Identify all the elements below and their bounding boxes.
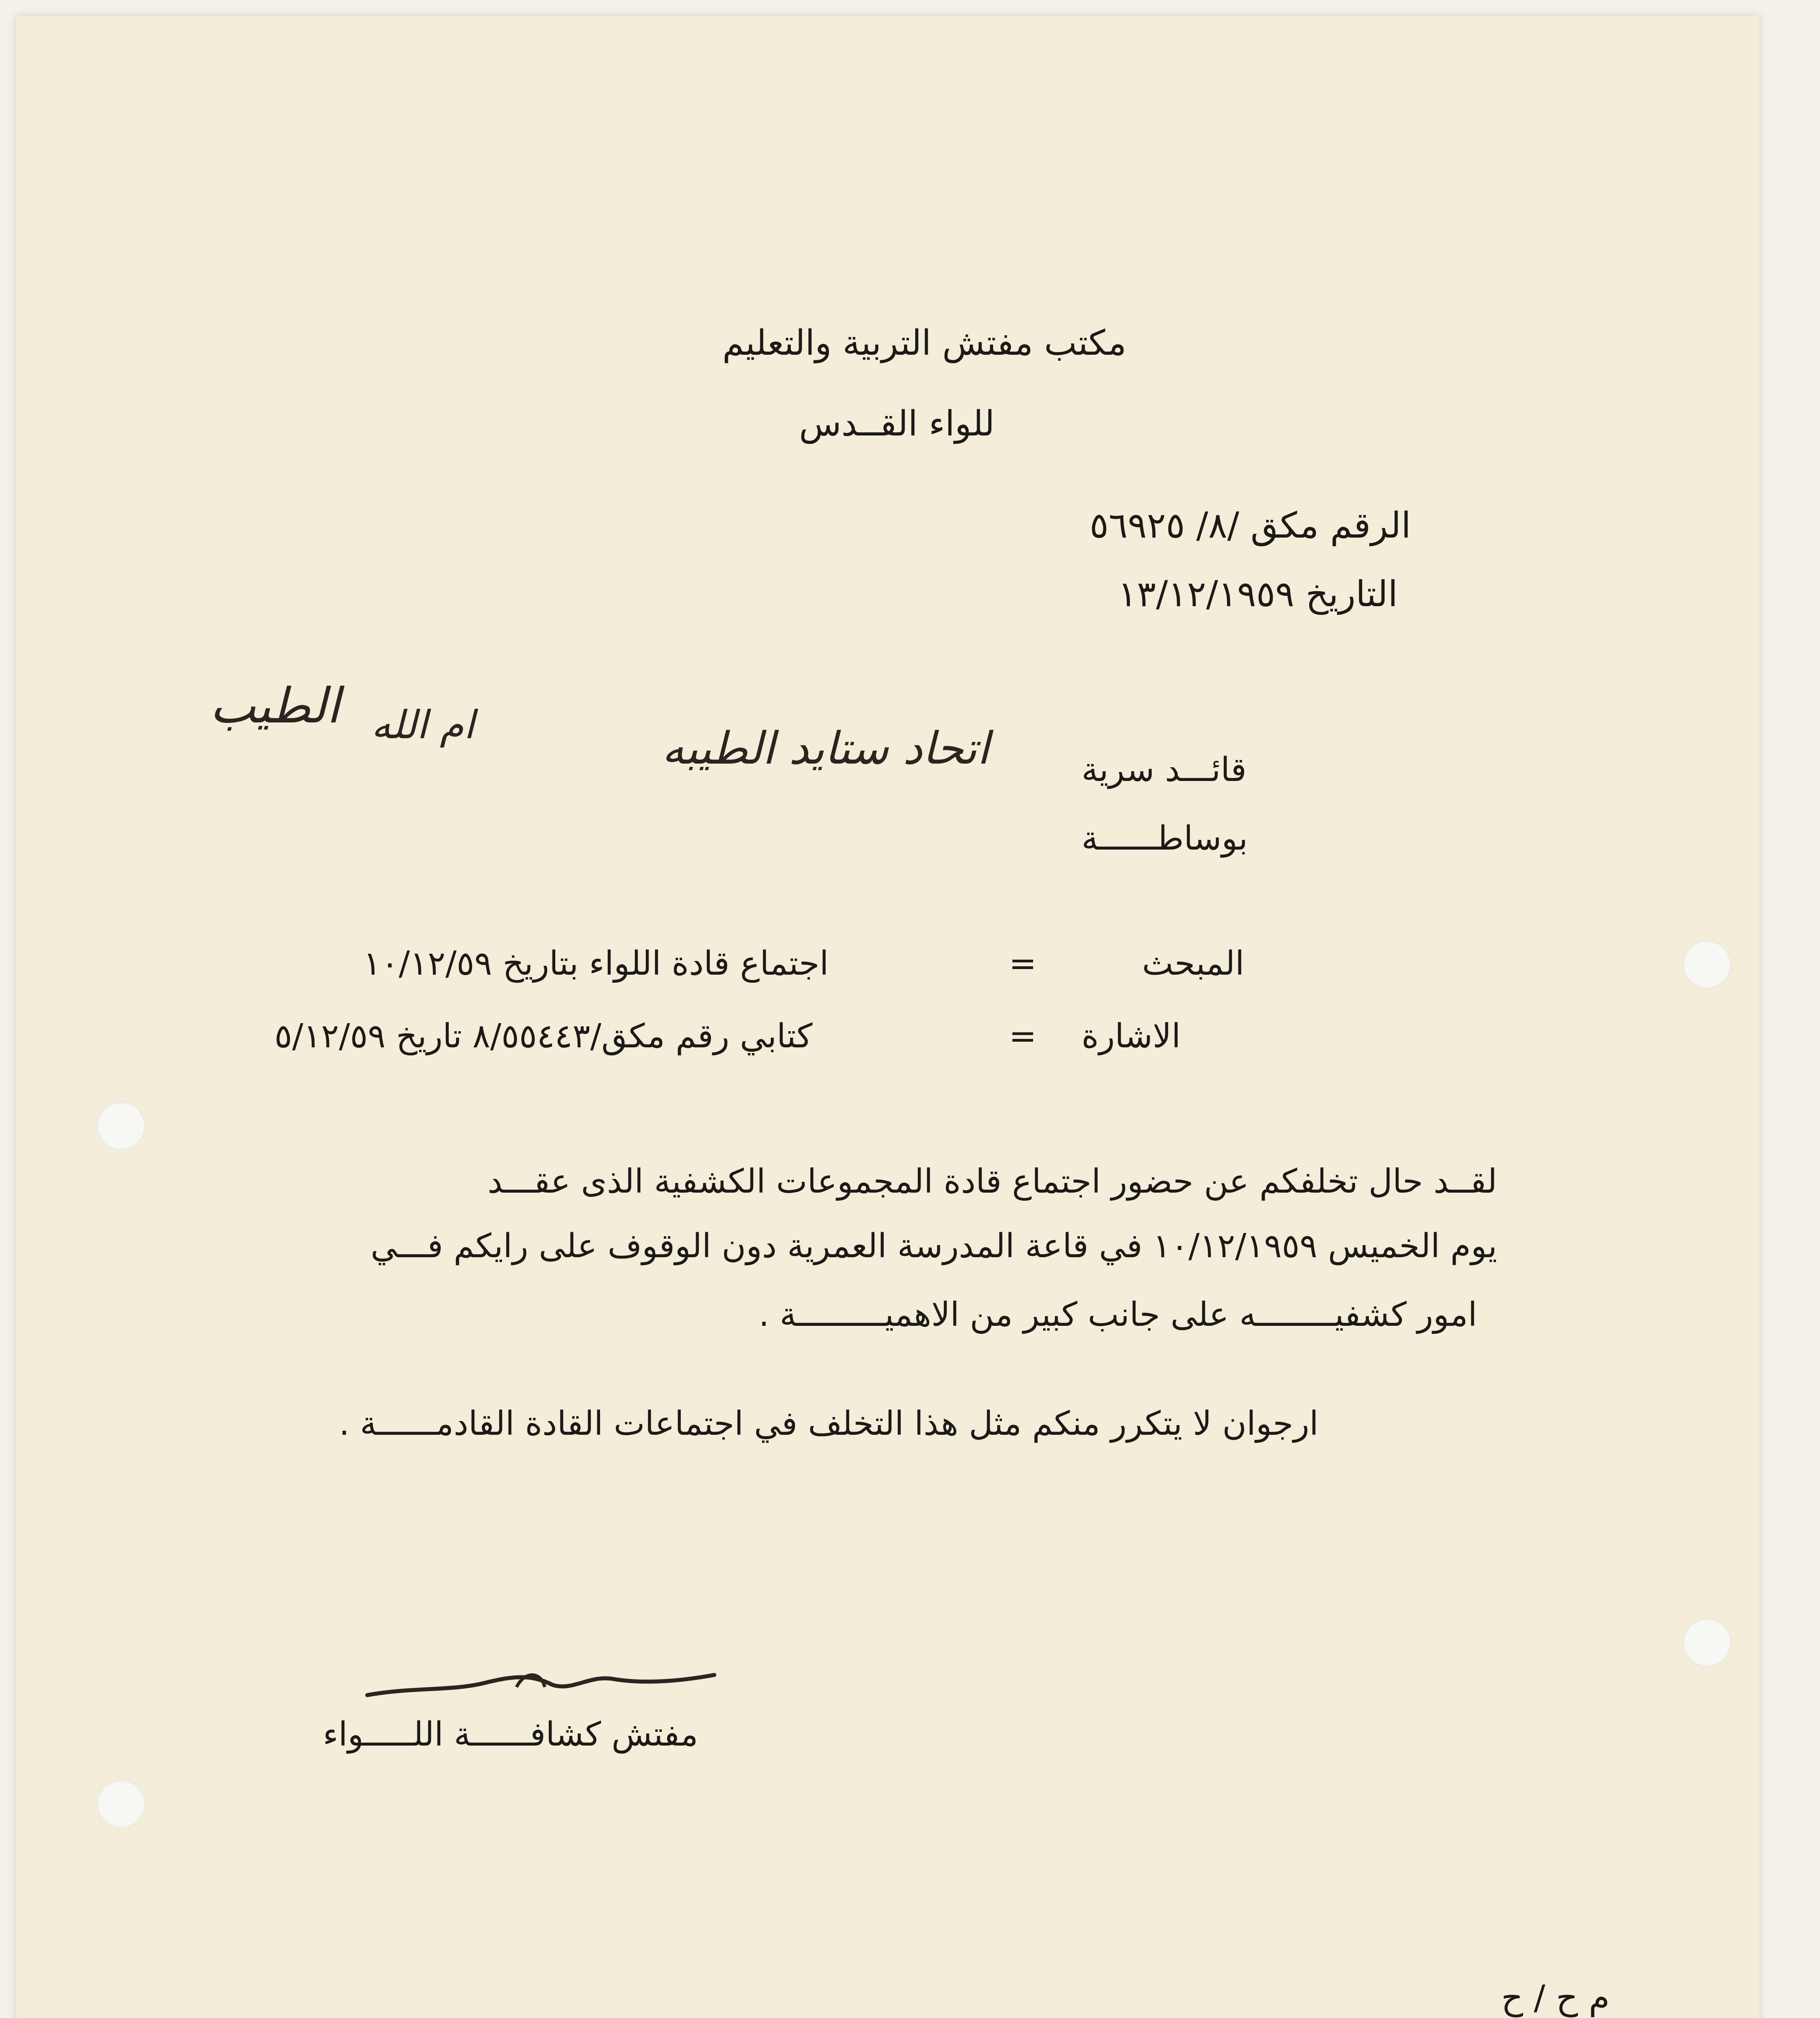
document-date: التاريخ ١٣/١٢/١٩٥٩ (1118, 573, 1398, 615)
body-paragraph: ارجوان لا يتكرر منكم مثل هذا التخلف في اجتماعات القادة القادمــــــة . (339, 1405, 1319, 1443)
body-paragraph-line: لقــد حال تخلفكم عن حضور اجتماع قادة المجموعات الكشفية الذى عقـــد (487, 1162, 1497, 1201)
body-paragraph-line: يوم الخميس ١٠/١٢/١٩٥٩ في قاعة المدرسة العمرية دون الوقوف على رايكم فـــي (370, 1227, 1497, 1265)
punch-hole (97, 1780, 145, 1828)
office-title: مكتب مفتش التربية والتعليم (722, 323, 1127, 363)
typist-initials: م ح / ح (1501, 1978, 1610, 2017)
reference-text: كتابي رقم مكق/٨/٥٥٤٤٣ تاريخ ٥/١٢/٥٩ (274, 1017, 813, 1055)
subject-label: المبحث (1142, 944, 1245, 983)
subject-separator: = (1009, 944, 1037, 983)
punch-hole (97, 1102, 145, 1150)
addressee-via: بوساطــــــة (1082, 819, 1248, 858)
body-paragraph-line: امور كشفيــــــــه على جانب كبير من الاهميـــــــــة . (759, 1296, 1477, 1334)
reference-separator: = (1009, 1017, 1037, 1055)
reference-label: الاشارة (1082, 1017, 1181, 1055)
handwritten-note-right: اتحاد ستايد الطيبه (662, 722, 989, 774)
signature-title: مفتش كشافــــــة اللـــــواء (323, 1715, 699, 1754)
addressee-line: قائـــد سرية (1082, 751, 1247, 789)
signature-scribble (363, 1663, 718, 1707)
punch-hole (1683, 1618, 1731, 1667)
reference-number: الرقم مكق /٨/ ٥٦٩٢٥ (1090, 504, 1411, 546)
office-district: للواء القــدس (799, 404, 995, 444)
subject-text: اجتماع قادة اللواء بتاريخ ١٠/١٢/٥٩ (363, 944, 829, 983)
punch-hole (1683, 940, 1731, 989)
document-page (16, 16, 1759, 2018)
handwritten-note-left: الطيب (210, 678, 340, 734)
handwritten-note-mid: ام الله (371, 702, 475, 747)
